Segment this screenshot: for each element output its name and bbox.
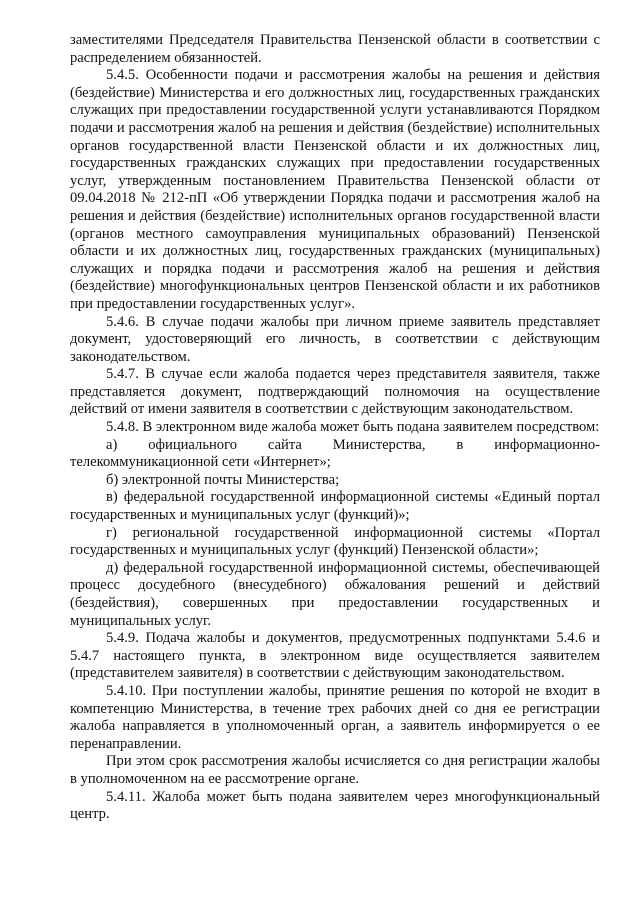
paragraph-5-4-11: 5.4.11. Жалоба может быть подана заявителем через многофункциональный центр. bbox=[70, 788, 600, 823]
paragraph-5-4-7: 5.4.7. В случае если жалоба подается через представителя заявителя, также представляется документ, подтверждающий полномочия на осуществление действий от имени заявителя в соответствии с действующим законодательством. bbox=[70, 366, 600, 418]
list-item-v: в) федеральной государственной информационной системы «Единый портал государственных и муниципальных услуг (функций)»; bbox=[70, 489, 600, 524]
paragraph-5-4-5: 5.4.5. Особенности подачи и рассмотрения жалобы на решения и действия (бездействие) Министерства и его должностных лиц, государственных гражданских служащих при предоставлении государственной услуги устанавливаются Порядком подачи и рассмотрения жалоб на решения и действия (бездействие) исполнительных органов государственной власти Пензенской области и их должностных лиц, государственных гражданских служащих при предоставлении государственных услуг, утвержденным постановлением Правительства Пензенской области от 09.04.2018 № 212-пП «Об утверждении Порядка подачи и рассмотрения жалоб на решения и действия (бездействие) исполнительных органов государственной власти (органов местного самоуправления муниципальных образований) Пензенской области и их должностных лиц, государственных гражданских (муниципальных) служащих и порядка подачи и рассмотрения жалоб на решения и действия (бездействие) многофункциональных центров Пензенской области и их работников при предоставлении государственных услуг». bbox=[70, 67, 600, 312]
paragraph-5-4-10-note: При этом срок рассмотрения жалобы исчисляется со дня регистрации жалобы в уполномоченном на ее рассмотрение органе. bbox=[70, 753, 600, 787]
list-item-g: г) региональной государственной информационной системы «Портал государственных и муниципальных услуг (функций) Пензенской области»; bbox=[70, 524, 600, 559]
list-item-a: а) официального сайта Министерства, в информационно-телекоммуникационной сети «Интернет»; bbox=[70, 436, 600, 471]
paragraph-5-4-9: 5.4.9. Подача жалобы и документов, предусмотренных подпунктами 5.4.6 и 5.4.7 настоящего пункта, в электронном виде осуществляется заявителем (представителем заявителя) в соответствии с действующим законодательством. bbox=[70, 630, 600, 682]
paragraph-5-4-10: 5.4.10. При поступлении жалобы, принятие решения по которой не входит в компетенцию Министерства, в течение трех рабочих дней со дня ее регистрации жалоба направляется в уполномоченный орган, а заявитель информируется о ее перенаправлении. bbox=[70, 682, 600, 752]
document-page bbox=[70, 32, 600, 824]
list-item-d: д) федеральной государственной информационной системы, обеспечивающей процесс досудебного (внесудебного) обжалования решений и действий (бездействия), совершенных при предоставлении государственных и муниципальных услуг. bbox=[70, 559, 600, 629]
list-item-b: б) электронной почты Министерства; bbox=[106, 471, 340, 488]
paragraph-continuation: заместителями Председателя Правительства Пензенской области в соответствии с распределением обязанностей. bbox=[70, 32, 600, 66]
paragraph-5-4-8: 5.4.8. В электронном виде жалоба может быть подана заявителем посредством: bbox=[106, 419, 600, 436]
paragraph-5-4-6: 5.4.6. В случае подачи жалобы при личном приеме заявитель представляет документ, удостоверяющий его личность, в соответствии с действующим законодательством. bbox=[70, 313, 600, 365]
